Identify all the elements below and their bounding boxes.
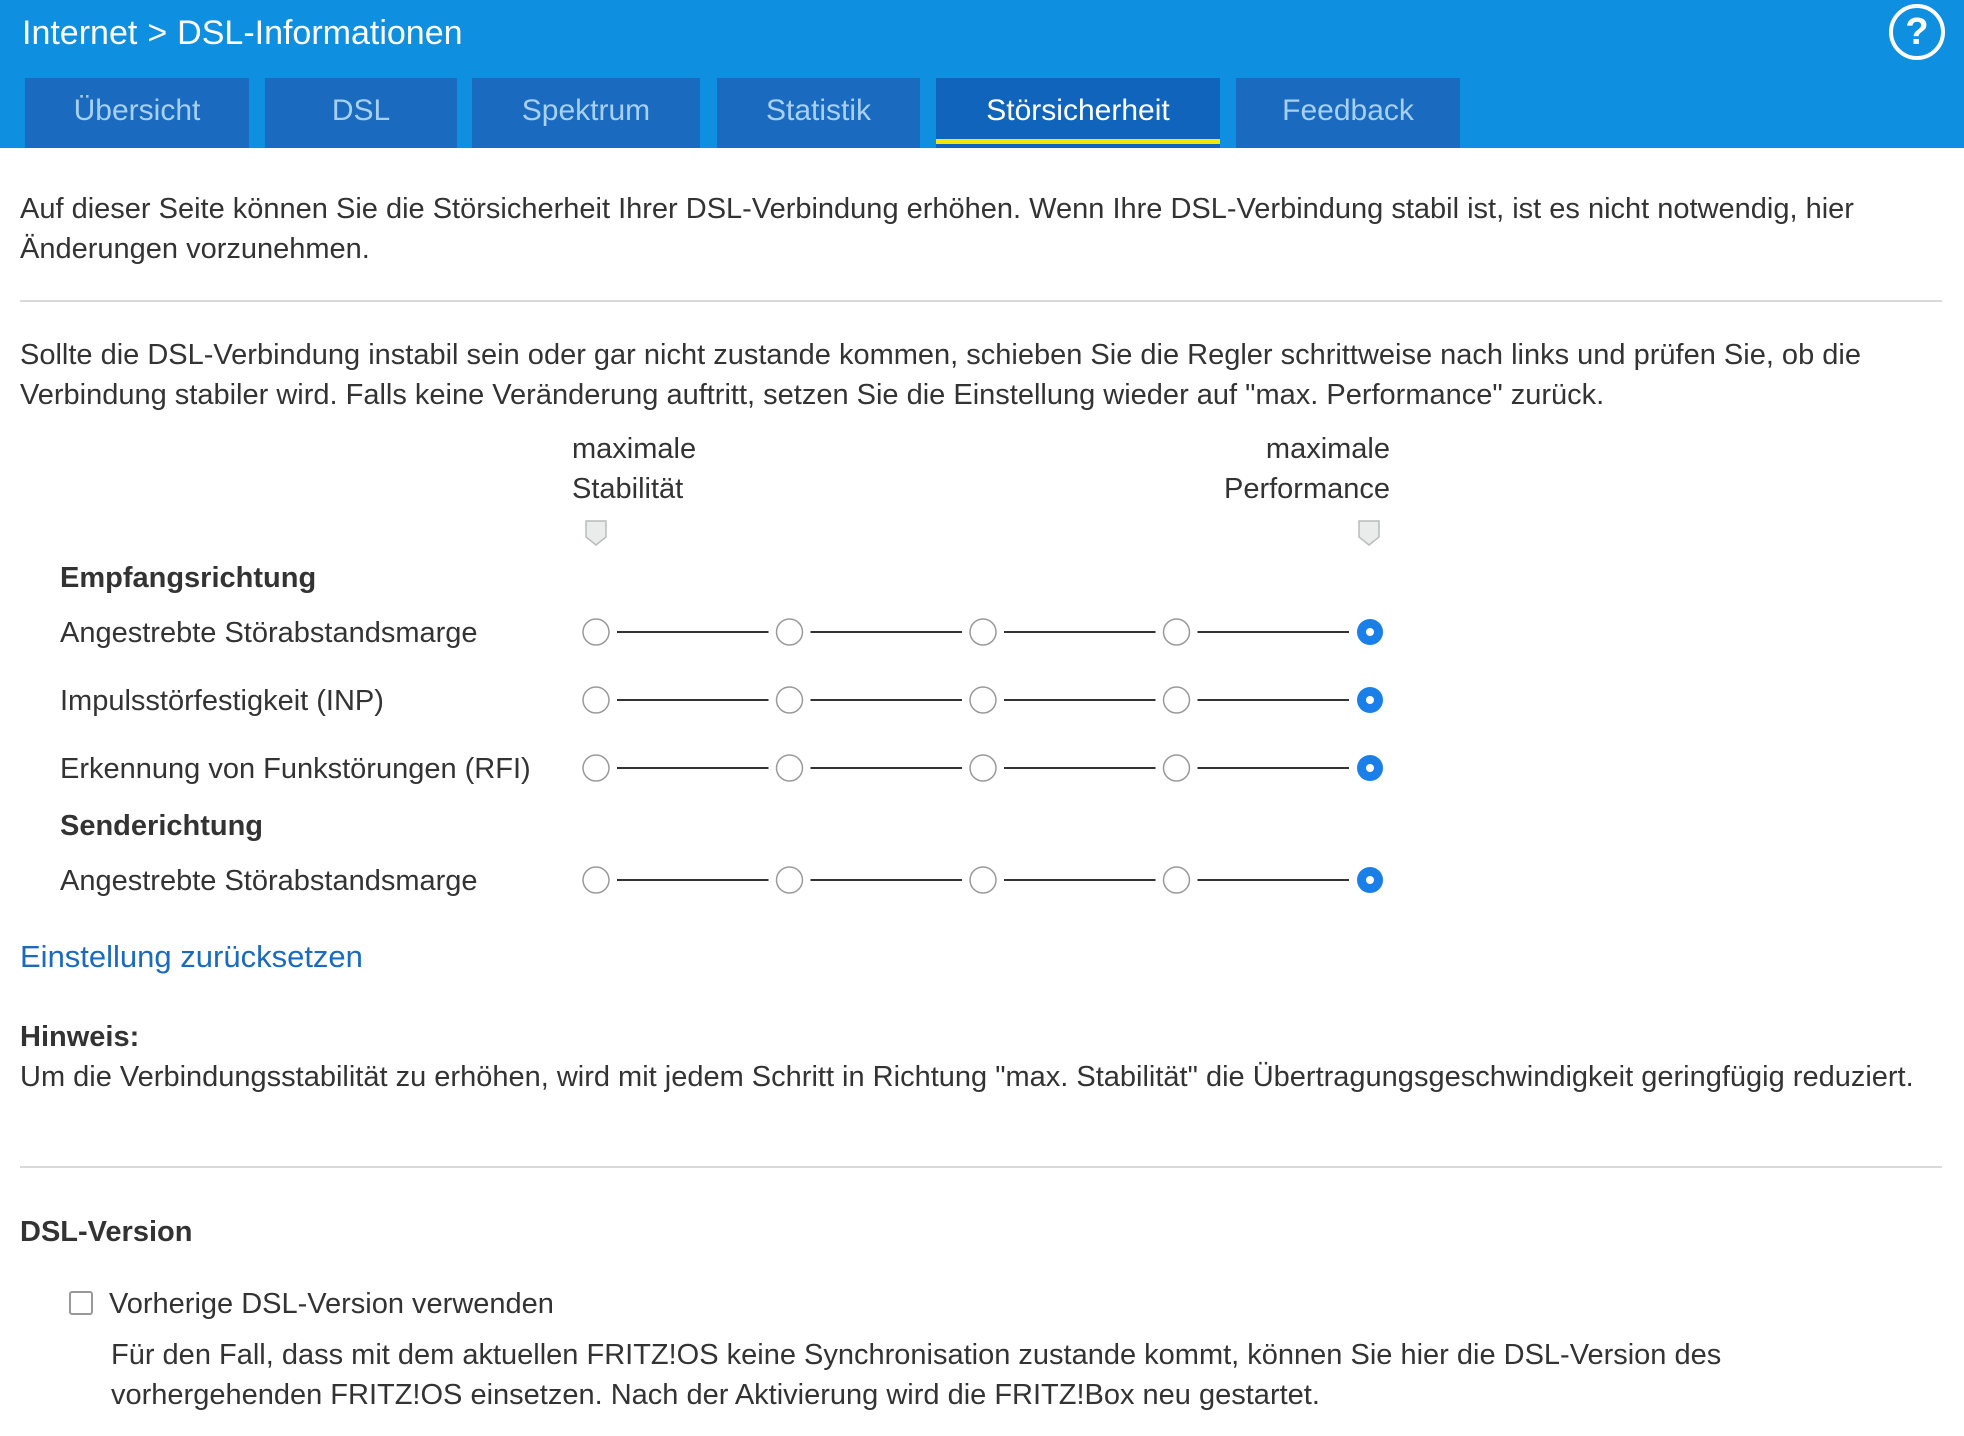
slider-stop[interactable] <box>970 687 996 713</box>
scale-marker-right-icon <box>1358 520 1380 546</box>
tab-stoersicherheit[interactable]: Störsicherheit <box>936 78 1220 148</box>
slider-snr-send[interactable] <box>581 865 1385 895</box>
slider-track <box>581 617 1385 647</box>
slider-stop[interactable] <box>583 755 609 781</box>
reset-settings-link[interactable]: Einstellung zurücksetzen <box>20 939 363 974</box>
previous-dsl-version-label[interactable]: Vorherige DSL-Version verwenden <box>109 1288 554 1320</box>
slider-stop[interactable] <box>777 867 803 893</box>
breadcrumb-page: DSL-Informationen <box>177 14 463 52</box>
slider-stop[interactable] <box>1164 867 1190 893</box>
slider-stop[interactable] <box>777 687 803 713</box>
scale-left-label <box>572 429 696 509</box>
previous-dsl-version-checkbox[interactable] <box>69 1291 93 1315</box>
help-icon[interactable]: ? <box>1889 4 1945 60</box>
previous-dsl-version-description: Für den Fall, dass mit dem aktuellen FRITZ!OS keine Synchronisation zustande kommt, können Sie hier die DSL-Version des vorhergehenden FRITZ!OS einsetzen. Nach der Aktivierung wird die FRITZ!Box neu gestartet. <box>111 1339 1722 1411</box>
slider-stop-selected[interactable] <box>1357 755 1383 781</box>
slider-stop[interactable] <box>1164 619 1190 645</box>
group-send-label: Senderichtung <box>60 810 264 842</box>
note-title: Hinweis: <box>20 1021 140 1053</box>
slider-label-rfi: Erkennung von Funkstörungen (RFI) <box>60 753 531 785</box>
slider-stop[interactable] <box>970 755 996 781</box>
slider-snr-receive[interactable] <box>581 617 1385 647</box>
slider-stop[interactable] <box>1164 687 1190 713</box>
scale-left-line2: Stabilität <box>572 473 684 505</box>
divider <box>20 1166 1942 1168</box>
scale-left-line1: maximale <box>572 433 697 465</box>
intro-text: Auf dieser Seite können Sie die Störsicherheit Ihrer DSL-Verbindung erhöhen. Wenn Ihre DSL-Verbindung stabil ist, ist es nicht notwendig, hier Änderungen vorzunehmen. <box>20 193 1854 265</box>
slider-stop[interactable] <box>777 619 803 645</box>
group-receive-label: Empfangsrichtung <box>60 562 317 594</box>
slider-label-snr-receive: Angestrebte Störabstandsmarge <box>60 617 478 649</box>
slider-stop-selected[interactable] <box>1357 867 1383 893</box>
scale-right-line1: maximale <box>1265 433 1390 465</box>
scale-right-label <box>1190 429 1390 509</box>
slider-label-snr-send: Angestrebte Störabstandsmarge <box>60 865 478 897</box>
slider-stop[interactable] <box>583 619 609 645</box>
tab-uebersicht[interactable]: Übersicht <box>25 78 249 148</box>
note-text: Um die Verbindungsstabilität zu erhöhen, wird mit jedem Schritt in Richtung "max. Stabilität" die Übertragungsgeschwindigkeit geringfügig reduziert. <box>20 1061 1914 1093</box>
slider-track <box>581 685 1385 715</box>
slider-stop[interactable] <box>583 867 609 893</box>
slider-label-inp: Impulsstörfestigkeit (INP) <box>60 685 384 717</box>
breadcrumb <box>22 12 463 54</box>
slider-track <box>581 753 1385 783</box>
slider-stop-selected[interactable] <box>1357 619 1383 645</box>
slider-stop[interactable] <box>970 619 996 645</box>
breadcrumb-section[interactable]: Internet <box>22 14 138 52</box>
slider-stop[interactable] <box>777 755 803 781</box>
scale-right-line2: Performance <box>1223 473 1390 505</box>
tab-feedback[interactable]: Feedback <box>1236 78 1460 148</box>
slider-stop[interactable] <box>970 867 996 893</box>
instructions-text: Sollte die DSL-Verbindung instabil sein oder gar nicht zustande kommen, schieben Sie die Regler schrittweise nach links und prüfen Sie, ob die Verbindung stabiler wird. Falls keine Veränderung auftritt, setzen Sie die Einstellung wieder auf "max. Performance" zurück. <box>20 339 1861 411</box>
slider-stop-selected[interactable] <box>1357 687 1383 713</box>
slider-track <box>581 865 1385 895</box>
slider-stop[interactable] <box>583 687 609 713</box>
dsl-version-heading: DSL-Version <box>20 1216 193 1248</box>
slider-rfi[interactable] <box>581 753 1385 783</box>
tab-statistik[interactable]: Statistik <box>717 78 920 148</box>
scale-marker-left-icon <box>585 520 607 546</box>
tab-dsl[interactable]: DSL <box>265 78 457 148</box>
slider-stop[interactable] <box>1164 755 1190 781</box>
header-bar <box>0 0 1964 148</box>
tab-spektrum[interactable]: Spektrum <box>472 78 700 148</box>
divider <box>20 300 1942 302</box>
breadcrumb-separator-icon: > <box>147 14 168 52</box>
slider-inp[interactable] <box>581 685 1385 715</box>
